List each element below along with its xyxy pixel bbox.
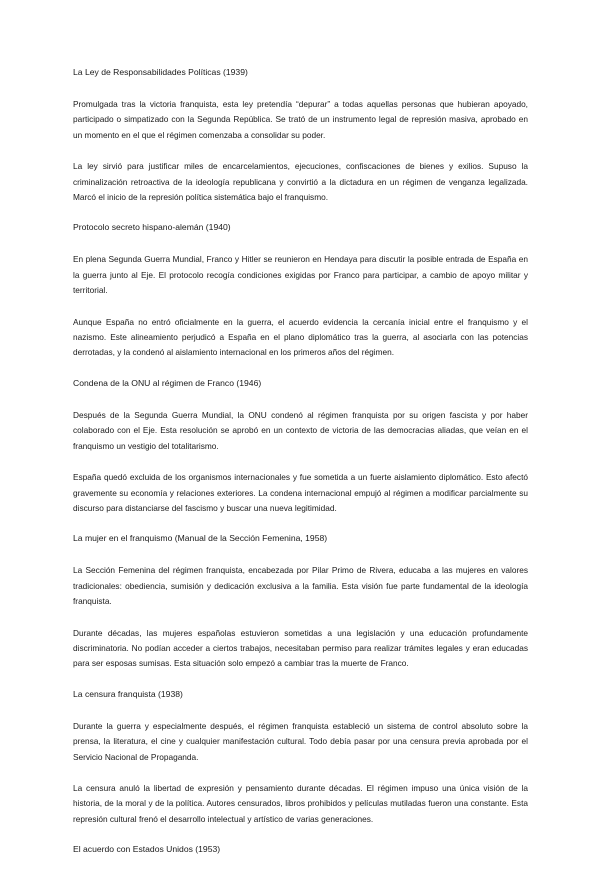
section-heading: Condena de la ONU al régimen de Franco (1946) [73, 377, 262, 388]
section-protocolo-hispano-aleman [73, 221, 528, 360]
document-page [73, 66, 528, 874]
paragraph: Después de la Segunda Guerra Mundial, la ONU condenó al régimen franquista por su origen fascista y por haber colaborado con el Eje. Esta resolución se aprobó en un contexto de victoria de las democracias aliadas, que veían en el franquismo un vestigio del totalitarismo. [73, 409, 528, 451]
section-mujer-franquismo [73, 532, 528, 671]
section-heading: Protocolo secreto hispano-alemán (1940) [73, 222, 231, 233]
section-heading: La mujer en el franquismo (Manual de la Sección Femenina, 1958) [73, 533, 328, 544]
paragraph: La ley sirvió para justificar miles de encarcelamientos, ejecuciones, confiscaciones de bienes y exilios. Supuso la criminalización retroactiva de la ideología republicana y convirtió a la dictadura en un régimen de venganza legalizada. Marcó el inicio de la represión política sistemática bajo el franquismo. [73, 161, 528, 203]
paragraph: La Sección Femenina del régimen franquista, encabezada por Pilar Primo de Rivera, educaba a las mujeres en valores tradicionales: obediencia, sumisión y dedicación exclusiva a la familia. Esta visión fue parte fundamental de la ideología franquista. [73, 565, 528, 607]
section-heading: La Ley de Responsabilidades Políticas (1939) [73, 67, 248, 77]
paragraph: En plena Segunda Guerra Mundial, Franco y Hitler se reunieron en Hendaya para discutir la posible entrada de España en la guerra junto al Eje. El protocolo recogía condiciones exigidas por Franco para participar, a cambio de apoyo militar y territorial. [73, 254, 528, 296]
section-acuerdo-estados-unidos [73, 843, 528, 855]
paragraph: Aunque España no entró oficialmente en la guerra, el acuerdo evidencia la cercanía inicial entre el franquismo y el nazismo. Este alineamiento perjudicó a España en el plano diplomático tras la guerra, al asociarla con las potencias derrotadas, y la condenó al aislamiento internacional en los primeros años del régimen. [73, 316, 528, 358]
section-censura-franquista [73, 688, 528, 827]
section-ley-responsabilidades [73, 66, 528, 205]
paragraph: Promulgada tras la victoria franquista, esta ley pretendía “depurar” a todas aquellas personas que hubieran apoyado, participado o simpatizado con la Segunda República. Se trató de un instrumento legal de represión masiva, aprobado en un momento en el que el régimen comenzaba a consolidar su poder. [73, 99, 528, 140]
section-condena-onu [73, 377, 528, 516]
section-heading: La censura franquista (1938) [73, 688, 183, 699]
paragraph: La censura anuló la libertad de expresión y pensamiento durante décadas. El régimen impuso una única visión de la historia, de la moral y de la política. Autores censurados, libros prohibidos y películas mutiladas fueron una constante. Esta represión cultural frenó el desarrollo intelectual y artístico de varias generaciones. [73, 782, 528, 824]
paragraph: Durante décadas, las mujeres españolas estuvieron sometidas a una legislación y una educación profundamente discriminatoria. No podían acceder a ciertos trabajos, necesitaban permiso para realizar trámites legales y eran educadas para ser esposas sumisas. Esta situación solo empezó a cambiar tras la muerte de Franco. [73, 627, 528, 669]
paragraph: Durante la guerra y especialmente después, el régimen franquista estableció un sistema de control absoluto sobre la prensa, la literatura, el cine y cualquier manifestación cultural. Todo debía pasar por una censura previa aprobada por el Servicio Nacional de Propaganda. [73, 720, 528, 762]
section-heading: El acuerdo con Estados Unidos (1953) [73, 844, 221, 855]
paragraph: España quedó excluida de los organismos internacionales y fue sometida a un fuerte aislamiento diplomático. Esto afectó gravemente su economía y relaciones exteriores. La condena internacional empujó al régimen a modificar parcialmente su discurso para distanciarse del fascismo y buscar una nueva legitimidad. [73, 472, 528, 513]
